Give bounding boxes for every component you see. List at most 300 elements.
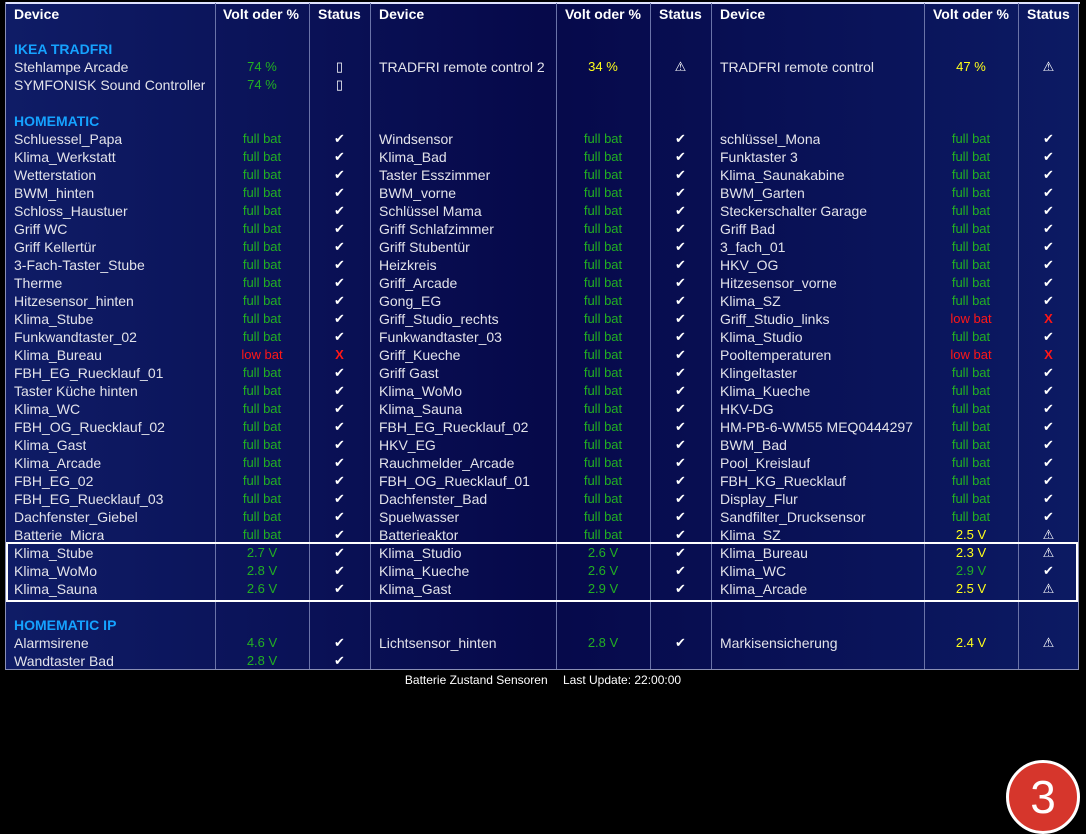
device-name: Heizkreis <box>379 257 437 273</box>
check-icon: ✔ <box>1043 275 1054 290</box>
table-row <box>0 220 1086 238</box>
battery-value: full bat <box>242 329 282 344</box>
check-icon: ✔ <box>1043 437 1054 452</box>
device-name: Klima_Kueche <box>379 563 470 579</box>
device-name: Taster Küche hinten <box>14 383 138 399</box>
battery-value: 2.9 V <box>587 581 619 596</box>
header-status: Status <box>1027 6 1070 22</box>
battery-value: full bat <box>242 203 282 218</box>
battery-value: full bat <box>583 491 623 506</box>
battery-value: full bat <box>242 167 282 182</box>
battery-value: full bat <box>583 257 623 272</box>
device-name: TRADFRI remote control <box>720 59 875 75</box>
table-row <box>0 454 1086 472</box>
battery-value: 2.6 V <box>246 581 278 596</box>
table-row <box>0 310 1086 328</box>
device-name: Klima_Arcade <box>14 455 102 471</box>
device-name: Klima_Studio <box>720 329 803 345</box>
check-icon: ✔ <box>334 167 345 182</box>
header-device: Device <box>379 6 425 22</box>
battery-value: full bat <box>583 527 623 542</box>
battery-value: full bat <box>242 293 282 308</box>
check-icon: ✔ <box>1043 167 1054 182</box>
battery-value: full bat <box>583 293 623 308</box>
check-icon: ✔ <box>675 635 686 650</box>
battery-value: full bat <box>583 185 623 200</box>
check-icon: ✔ <box>675 347 686 362</box>
device-name: Dachfenster_Bad <box>379 491 488 507</box>
battery-value: full bat <box>583 149 623 164</box>
device-name: Hitzesensor_vorne <box>720 275 837 291</box>
battery-value: full bat <box>583 419 623 434</box>
device-name: Klima_Arcade <box>720 581 808 597</box>
device-name: Steckerschalter Garage <box>720 203 868 219</box>
check-icon: ✔ <box>675 545 686 560</box>
voltage-highlight-box <box>6 542 1078 602</box>
check-icon: ✔ <box>1043 401 1054 416</box>
table-row <box>0 238 1086 256</box>
battery-value: full bat <box>242 149 282 164</box>
device-name: Display_Flur <box>720 491 798 507</box>
battery-value: full bat <box>242 311 282 326</box>
check-icon: ✔ <box>675 131 686 146</box>
battery-value: full bat <box>242 419 282 434</box>
check-icon: ✔ <box>334 491 345 506</box>
device-name: Lichtsensor_hinten <box>379 635 497 651</box>
device-name: Funkwandtaster_02 <box>14 329 137 345</box>
device-name: Wetterstation <box>14 167 97 183</box>
device-name: FBH_EG_Ruecklauf_01 <box>14 365 164 381</box>
section-title: IKEA TRADFRI <box>14 41 113 57</box>
table-row <box>0 292 1086 310</box>
device-name: Batterieaktor <box>379 527 459 543</box>
battery-value: full bat <box>242 365 282 380</box>
device-name: Griff_Kueche <box>379 347 461 363</box>
device-name: Hitzesensor_hinten <box>14 293 134 309</box>
device-name: Schlüssel Mama <box>379 203 482 219</box>
table-row <box>0 166 1086 184</box>
header-value: Volt oder % <box>565 6 641 22</box>
device-name: Klima_SZ <box>720 293 781 309</box>
check-icon: ✔ <box>1043 149 1054 164</box>
device-name: Taster Esszimmer <box>379 167 491 183</box>
check-icon: ✔ <box>675 185 686 200</box>
battery-value: 74 % <box>247 59 277 74</box>
battery-value: full bat <box>583 401 623 416</box>
device-name: Markisensicherung <box>720 635 838 651</box>
device-name: FBH_OG_Ruecklauf_01 <box>379 473 530 489</box>
device-name: Griff_Arcade <box>379 275 458 291</box>
battery-value: full bat <box>583 275 623 290</box>
device-name: FBH_EG_Ruecklauf_02 <box>379 419 529 435</box>
battery-value: full bat <box>951 203 991 218</box>
section-title: HOMEMATIC IP <box>14 617 117 633</box>
battery-value: 2.8 V <box>246 563 278 578</box>
battery-value: full bat <box>583 383 623 398</box>
device-name: Sandfilter_Drucksensor <box>720 509 866 525</box>
check-icon: ✔ <box>334 221 345 236</box>
battery-value: full bat <box>583 239 623 254</box>
check-icon: ✔ <box>334 275 345 290</box>
device-name: Pooltemperaturen <box>720 347 832 363</box>
device-name: Griff_Studio_links <box>720 311 830 327</box>
check-icon: ✔ <box>1043 365 1054 380</box>
check-icon: ✔ <box>1043 509 1054 524</box>
footer-label: Batterie Zustand Sensoren <box>404 673 548 687</box>
device-name: Klima_Studio <box>379 545 462 561</box>
device-name: Griff Gast <box>379 365 439 381</box>
check-icon: ✔ <box>334 527 345 542</box>
check-icon: ✔ <box>1043 419 1054 434</box>
check-icon: ✔ <box>1043 563 1054 578</box>
check-icon: ✔ <box>675 383 686 398</box>
check-icon: ✔ <box>675 221 686 236</box>
warning-icon: ⚠ <box>1042 635 1055 650</box>
check-icon: ✔ <box>334 563 345 578</box>
table-row <box>0 400 1086 418</box>
table-row <box>0 274 1086 292</box>
check-icon: ✔ <box>675 329 686 344</box>
last-update: Last Update: 22:00:00 <box>563 673 682 687</box>
device-name: schlüssel_Mona <box>720 131 821 147</box>
battery-value: full bat <box>242 275 282 290</box>
check-icon: ✔ <box>334 365 345 380</box>
battery-value: full bat <box>951 131 991 146</box>
device-name: Klima_Gast <box>379 581 452 597</box>
table-row <box>0 382 1086 400</box>
device-name: TRADFRI remote control 2 <box>379 59 545 75</box>
battery-value: full bat <box>242 185 282 200</box>
battery-value: full bat <box>242 527 282 542</box>
device-name: Funkwandtaster_03 <box>379 329 502 345</box>
table-row <box>0 508 1086 526</box>
device-name: Klima_Bureau <box>14 347 102 363</box>
battery-value: full bat <box>951 257 991 272</box>
device-name: FBH_EG_02 <box>14 473 94 489</box>
device-name: FBH_OG_Ruecklauf_02 <box>14 419 165 435</box>
device-name: Pool_Kreislauf <box>720 455 811 471</box>
battery-value: 2.6 V <box>587 563 619 578</box>
check-icon: ✔ <box>1043 491 1054 506</box>
battery-value: full bat <box>242 131 282 146</box>
device-name: BWM_vorne <box>379 185 457 201</box>
device-name: Klima_WoMo <box>14 563 97 579</box>
battery-value: full bat <box>583 455 623 470</box>
device-name: Schluessel_Papa <box>14 131 123 147</box>
check-icon: ✔ <box>1043 239 1054 254</box>
battery-value: full bat <box>242 221 282 236</box>
battery-value: 2.5 V <box>955 581 987 596</box>
battery-value: full bat <box>951 401 991 416</box>
battery-value: full bat <box>951 185 991 200</box>
check-icon: ✔ <box>675 203 686 218</box>
battery-value: full bat <box>242 491 282 506</box>
table-row <box>0 130 1086 148</box>
check-icon: ✔ <box>334 149 345 164</box>
battery-value: full bat <box>583 131 623 146</box>
battery-value: full bat <box>951 419 991 434</box>
table-row <box>0 346 1086 364</box>
check-icon: ✔ <box>334 437 345 452</box>
device-name: Klima_Stube <box>14 311 94 327</box>
device-name: HM-PB-6-WM55 MEQ0444297 <box>720 419 913 435</box>
battery-value: full bat <box>583 329 623 344</box>
header-status: Status <box>659 6 702 22</box>
device-name: Batterie_Micra <box>14 527 105 543</box>
device-name: Dachfenster_Giebel <box>14 509 138 525</box>
battery-value: full bat <box>951 437 991 452</box>
device-name: Therme <box>14 275 63 291</box>
check-icon: ✔ <box>1043 221 1054 236</box>
device-name: Klima_SZ <box>720 527 781 543</box>
device-name: BWM_Bad <box>720 437 787 453</box>
device-name: Griff Kellertür <box>14 239 97 255</box>
battery-value: full bat <box>951 167 991 182</box>
device-name: Klima_Werkstatt <box>14 149 116 165</box>
battery-value: 2.5 V <box>955 527 987 542</box>
battery-value: full bat <box>242 257 282 272</box>
battery-value: full bat <box>951 239 991 254</box>
page-number-badge: 3 <box>1006 760 1080 834</box>
warning-icon: ⚠ <box>1042 59 1055 74</box>
battery-value: 2.6 V <box>587 545 619 560</box>
device-name: Funktaster 3 <box>720 149 798 165</box>
device-name: Klima_Bad <box>379 149 447 165</box>
battery-value: full bat <box>583 221 623 236</box>
battery-value: 2.3 V <box>955 545 987 560</box>
check-icon: ✔ <box>1043 473 1054 488</box>
check-icon: ✔ <box>334 239 345 254</box>
battery-value: low bat <box>241 347 283 362</box>
device-name: Griff Stubentür <box>379 239 470 255</box>
device-name: HKV_OG <box>720 257 779 273</box>
table-row <box>0 472 1086 490</box>
header-value: Volt oder % <box>223 6 299 22</box>
table-row <box>0 184 1086 202</box>
check-icon: ✔ <box>675 509 686 524</box>
device-name: Stehlampe Arcade <box>14 59 129 75</box>
battery-value: full bat <box>951 221 991 236</box>
check-icon: ✔ <box>334 509 345 524</box>
check-icon: ✔ <box>675 473 686 488</box>
battery-value: 2.8 V <box>246 653 278 668</box>
check-icon: ✔ <box>334 185 345 200</box>
table-row <box>0 418 1086 436</box>
check-icon: ✔ <box>675 293 686 308</box>
table-row <box>0 364 1086 382</box>
battery-value: full bat <box>242 473 282 488</box>
check-icon: ✔ <box>675 581 686 596</box>
check-icon: ✔ <box>675 257 686 272</box>
check-icon: ✔ <box>675 275 686 290</box>
check-icon: ✔ <box>675 401 686 416</box>
battery-value: 34 % <box>588 59 618 74</box>
device-name: Klima_WC <box>720 563 787 579</box>
check-icon: ✔ <box>1043 203 1054 218</box>
battery-value: 2.9 V <box>955 563 987 578</box>
battery-value: full bat <box>583 311 623 326</box>
device-name: Wandtaster Bad <box>14 653 114 669</box>
battery-value: full bat <box>583 365 623 380</box>
battery-value: low bat <box>950 347 992 362</box>
device-name: Klima_Kueche <box>720 383 811 399</box>
check-icon: ✔ <box>675 563 686 578</box>
check-icon: ✔ <box>334 329 345 344</box>
battery-value: full bat <box>951 275 991 290</box>
check-icon: ✔ <box>675 365 686 380</box>
battery-value: 4.6 V <box>246 635 278 650</box>
check-icon: ✔ <box>1043 329 1054 344</box>
battery-value: full bat <box>242 383 282 398</box>
check-icon: ✔ <box>334 419 345 434</box>
check-icon: ✔ <box>334 653 345 668</box>
table-row <box>0 148 1086 166</box>
device-name: BWM_Garten <box>720 185 805 201</box>
unknown-status-icon: ▯ <box>335 59 344 74</box>
warning-icon: ⚠ <box>1042 545 1055 560</box>
device-name: Griff Schlafzimmer <box>379 221 494 237</box>
device-name: Schloss_Haustuer <box>14 203 128 219</box>
device-name: Klima_Saunakabine <box>720 167 845 183</box>
header-value: Volt oder % <box>933 6 1009 22</box>
table-row <box>0 436 1086 454</box>
battery-value: full bat <box>242 455 282 470</box>
battery-value: full bat <box>951 365 991 380</box>
device-name: Gong_EG <box>379 293 442 309</box>
check-icon: ✔ <box>334 257 345 272</box>
header-device: Device <box>14 6 60 22</box>
device-name: SYMFONISK Sound Controller <box>14 77 206 93</box>
top-border <box>6 2 1080 4</box>
error-x-icon: X <box>1044 347 1053 362</box>
device-name: Griff_Studio_rechts <box>379 311 499 327</box>
table-row <box>0 490 1086 508</box>
battery-value: full bat <box>583 473 623 488</box>
unknown-status-icon: ▯ <box>335 77 344 92</box>
device-name: Spuelwasser <box>379 509 460 525</box>
device-name: HKV-DG <box>720 401 774 417</box>
battery-value: full bat <box>242 437 282 452</box>
check-icon: ✔ <box>1043 383 1054 398</box>
device-name: Klingeltaster <box>720 365 798 381</box>
check-icon: ✔ <box>1043 455 1054 470</box>
check-icon: ✔ <box>334 635 345 650</box>
device-name: BWM_hinten <box>14 185 95 201</box>
device-name: Alarmsirene <box>14 635 89 651</box>
battery-value: 2.7 V <box>246 545 278 560</box>
footer <box>0 672 1086 688</box>
check-icon: ✔ <box>675 239 686 254</box>
table-row <box>0 652 1086 670</box>
battery-value: full bat <box>951 329 991 344</box>
device-name: 3_fach_01 <box>720 239 786 255</box>
check-icon: ✔ <box>675 419 686 434</box>
device-name: Klima_Sauna <box>379 401 463 417</box>
battery-value: 2.8 V <box>587 635 619 650</box>
header-device: Device <box>720 6 766 22</box>
check-icon: ✔ <box>334 131 345 146</box>
warning-icon: ⚠ <box>1042 581 1055 596</box>
battery-value: full bat <box>951 293 991 308</box>
battery-value: full bat <box>951 473 991 488</box>
check-icon: ✔ <box>334 401 345 416</box>
warning-icon: ⚠ <box>1042 527 1055 542</box>
device-name: Klima_Stube <box>14 545 94 561</box>
check-icon: ✔ <box>1043 185 1054 200</box>
check-icon: ✔ <box>334 203 345 218</box>
device-name: Klima_Gast <box>14 437 87 453</box>
table-row <box>0 328 1086 346</box>
check-icon: ✔ <box>1043 257 1054 272</box>
battery-value: full bat <box>583 347 623 362</box>
check-icon: ✔ <box>675 167 686 182</box>
header-status: Status <box>318 6 361 22</box>
check-icon: ✔ <box>675 437 686 452</box>
check-icon: ✔ <box>334 293 345 308</box>
check-icon: ✔ <box>675 527 686 542</box>
battery-value: full bat <box>583 509 623 524</box>
battery-value: full bat <box>583 167 623 182</box>
battery-value: full bat <box>951 149 991 164</box>
battery-value: full bat <box>242 401 282 416</box>
check-icon: ✔ <box>675 491 686 506</box>
table-row <box>0 256 1086 274</box>
device-name: HKV_EG <box>379 437 436 453</box>
device-name: Rauchmelder_Arcade <box>379 455 515 471</box>
table-row <box>0 202 1086 220</box>
check-icon: ✔ <box>675 455 686 470</box>
device-name: FBH_KG_Ruecklauf <box>720 473 847 489</box>
battery-value: 47 % <box>956 59 986 74</box>
section-title: HOMEMATIC <box>14 113 100 129</box>
check-icon: ✔ <box>334 311 345 326</box>
table-row <box>0 58 1086 76</box>
check-icon: ✔ <box>334 545 345 560</box>
battery-value: full bat <box>242 239 282 254</box>
device-name: FBH_EG_Ruecklauf_03 <box>14 491 164 507</box>
check-icon: ✔ <box>334 455 345 470</box>
table-row <box>0 634 1086 652</box>
device-name: Klima_Bureau <box>720 545 808 561</box>
battery-value: full bat <box>583 437 623 452</box>
device-name: Griff WC <box>14 221 68 237</box>
device-name: Windsensor <box>379 131 453 147</box>
warning-icon: ⚠ <box>674 59 687 74</box>
device-name: Griff Bad <box>720 221 775 237</box>
battery-value: full bat <box>583 203 623 218</box>
battery-value: full bat <box>951 455 991 470</box>
device-name: 3-Fach-Taster_Stube <box>14 257 145 273</box>
battery-value: full bat <box>951 383 991 398</box>
check-icon: ✔ <box>334 473 345 488</box>
check-icon: ✔ <box>334 383 345 398</box>
battery-value: full bat <box>951 509 991 524</box>
battery-value: 74 % <box>247 77 277 92</box>
battery-value: low bat <box>950 311 992 326</box>
check-icon: ✔ <box>1043 293 1054 308</box>
device-name: Klima_Sauna <box>14 581 98 597</box>
check-icon: ✔ <box>334 581 345 596</box>
battery-value: full bat <box>242 509 282 524</box>
error-x-icon: X <box>335 347 344 362</box>
check-icon: ✔ <box>675 311 686 326</box>
check-icon: ✔ <box>675 149 686 164</box>
check-icon: ✔ <box>1043 131 1054 146</box>
battery-value: 2.4 V <box>955 635 987 650</box>
device-name: Klima_WC <box>14 401 81 417</box>
battery-value: full bat <box>951 491 991 506</box>
table-row <box>0 76 1086 94</box>
